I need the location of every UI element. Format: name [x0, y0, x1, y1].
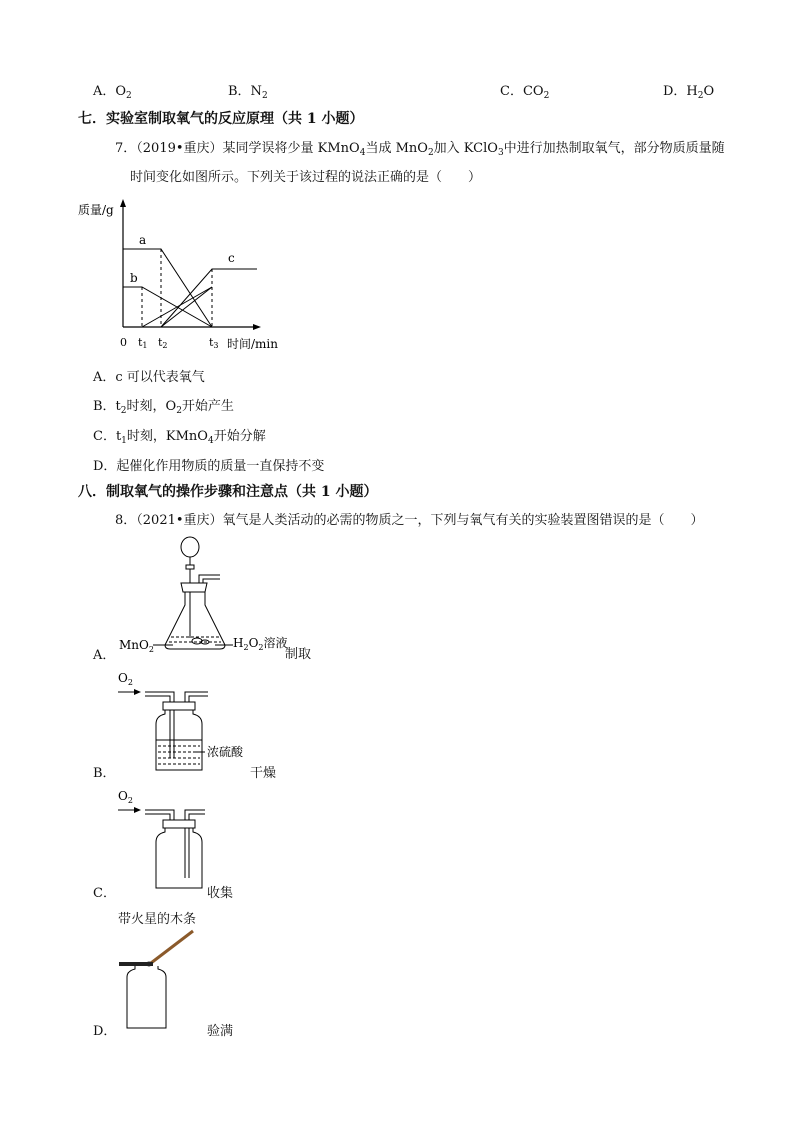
sulfuric-acid-label: 浓硫酸: [207, 745, 244, 759]
tick-t2: t2: [158, 336, 168, 350]
prev-option-a: A．$O_2$: [93, 84, 132, 101]
label-a: a: [139, 233, 147, 247]
q7-stem-line2: 时间变化如图所示。下列关于该过程的说法正确的是（ ）: [130, 170, 482, 185]
series-product-line-2: [161, 287, 212, 327]
tick-t3: t3: [209, 336, 219, 350]
prev-option-b: B．$N_2$: [228, 84, 268, 101]
chart-xlabel: 时间/min: [227, 337, 278, 351]
series-a-line: [123, 249, 212, 327]
h2o2-label: $H_2O_2$溶液: [233, 636, 288, 652]
q7-option-b[interactable]: B．$t_2$时刻，$O_2$开始产生: [93, 399, 234, 416]
y-axis-arrow: [120, 199, 126, 207]
section7-title: 七．实验室制取氧气的反应原理（共 1 小题）: [78, 111, 364, 127]
o2-label-b: $O_2$: [118, 671, 133, 687]
q8-option-b-letter[interactable]: B．: [93, 766, 116, 781]
q8-d-top-label: 带火星的木条: [118, 912, 197, 927]
q8-option-b-caption: 干燥: [250, 766, 277, 781]
q8-a-apparatus: [115, 533, 315, 658]
q8-option-c-caption: 收集: [207, 886, 234, 901]
q7-stem-line1: 7．（2019•重庆）某同学误将少量 KMnO$_4$当成 MnO$_2$加入 KClO$_3$中进行加热制取氧气，部分物质质量随: [115, 141, 725, 158]
chart-ylabel: 质量/g: [78, 203, 114, 217]
label-b: b: [130, 271, 138, 285]
q7-option-d[interactable]: D．起催化作用物质的质量一直保持不变: [93, 459, 325, 474]
q7-option-a[interactable]: A．c 可以代表氧气: [93, 370, 205, 385]
x-axis-arrow: [253, 324, 261, 330]
q8-option-a-caption: 制取: [285, 647, 312, 662]
o2-label-c: $O_2$: [118, 789, 133, 805]
mno2-label: MnO$_2$: [119, 638, 154, 654]
prev-option-c: C．$CO_2$: [500, 84, 550, 101]
tick-t1: t1: [138, 336, 148, 350]
q7-option-c[interactable]: C．$t_1$时刻，KMnO$_4$开始分解: [93, 429, 266, 446]
q8-option-d-caption: 验满: [207, 1024, 234, 1039]
section8-title: 八．制取氧气的操作步骤和注意点（共 1 小题）: [78, 484, 378, 500]
q8-d-apparatus: [115, 925, 215, 1030]
tick-origin: 0: [120, 336, 127, 349]
q8-option-a-letter[interactable]: A．: [93, 648, 116, 663]
series-c-line: [161, 269, 257, 327]
q8-option-c-letter[interactable]: C．: [93, 886, 116, 901]
prev-option-d: D．$H_2O$: [663, 84, 715, 101]
q8-option-d-letter[interactable]: D．: [93, 1024, 117, 1039]
q7-mass-time-chart: [75, 196, 285, 356]
q8-stem: 8．（2021•重庆）氧气是人类活动的必需的物质之一，下列与氧气有关的实验装置图错误的是（ ）: [115, 513, 704, 528]
label-c: c: [228, 251, 235, 265]
q8-c-apparatus: [115, 786, 235, 896]
